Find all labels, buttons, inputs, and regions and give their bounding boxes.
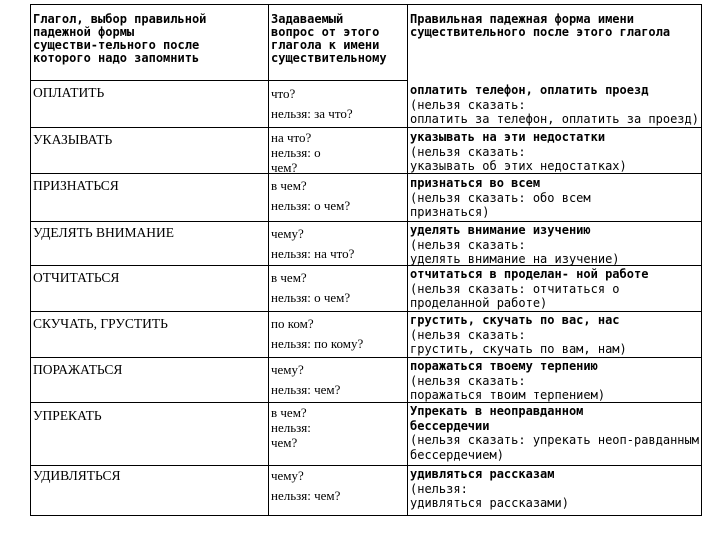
answer-cell [410,404,699,462]
question-text: чему? [271,468,304,483]
question-forbidden: нельзя: за что? [271,106,353,121]
answer-cell [410,359,605,403]
question-cell [271,360,340,400]
table-border-bottom [30,515,702,516]
verb-cell: ОТЧИТАТЬСЯ [33,270,120,285]
answer-forbidden: (нельзя сказать: поражаться твоим терпением) [410,373,606,402]
answer-forbidden: (нельзя сказать: грустить, скучать по вам, нам) [410,327,627,356]
question-forbidden: нельзя: о [271,145,321,160]
verb-cell: СКУЧАТЬ, ГРУСТИТЬ [33,316,168,331]
question-cell [271,314,363,354]
question-cell [271,268,350,308]
verb-cell: УКАЗЫВАТЬ [33,132,113,147]
row-divider [30,465,702,466]
question-text: чему? [271,362,304,377]
answer-forbidden: (нельзя сказать: обо всем признаться) [410,190,591,219]
answer-forbidden: (нельзя сказать: упрекать неоп-равданным бессердечием) [410,433,699,462]
question-forbidden: нельзя: [271,420,311,435]
answer-correct: уделять внимание изучению [410,223,591,237]
question-forbidden: нельзя: о чем? [271,290,351,305]
question-forbidden: нельзя: по кому? [271,336,364,351]
question-cell [271,84,353,124]
question-text: в чем? [271,405,307,420]
verb-cell: ПРИЗНАТЬСЯ [33,178,119,193]
question-cell [271,130,321,175]
question-forbidden-cont: чем? [271,435,298,450]
question-forbidden: нельзя: на что? [271,246,355,261]
answer-correct: отчитаться в проделан- ной работе [410,267,649,281]
answer-forbidden: (нельзя сказать: указывать об этих недостатках) [410,144,627,173]
table-border-right [701,4,702,516]
row-divider [30,80,407,81]
verb-cell: ОПЛАТИТЬ [33,85,105,100]
answer-correct: удивляться рассказам [410,467,555,481]
table-border-top [30,4,702,5]
verb-cell: УДИВЛЯТЬСЯ [33,468,121,483]
header-question: Задаваемый вопрос от этого глагола к имени существительному [271,12,387,65]
row-divider [30,311,702,312]
answer-cell [410,83,699,127]
answer-correct: грустить, скучать по вас, нас [410,313,620,327]
answer-cell [410,467,569,511]
header-correct-form: Правильная падежная форма имени существительного после этого глагола [410,12,671,39]
question-text: что? [271,86,296,101]
question-text: чему? [271,226,304,241]
question-forbidden-cont: чем? [271,160,298,175]
question-cell [271,224,354,264]
question-forbidden: нельзя: о чем? [271,198,351,213]
answer-cell [410,130,627,174]
answer-correct: указывать на эти недостатки [410,130,606,144]
verb-cell: ПОРАЖАТЬСЯ [33,362,123,377]
answer-cell [410,223,620,267]
answer-forbidden: (нельзя сказать: уделять внимание на изучение) [410,237,620,266]
row-divider [30,127,702,128]
answer-correct: Упрекать в неоправданном бессердечии [410,404,584,433]
question-cell [271,466,340,506]
column-divider-2 [407,4,408,516]
answer-cell [410,176,591,220]
verb-cell: УДЕЛЯТЬ ВНИМАНИЕ [33,225,175,240]
row-divider [30,221,702,222]
question-cell [271,176,350,216]
answer-cell [410,267,648,311]
answer-forbidden: (нельзя: удивляться рассказами) [410,481,569,510]
question-forbidden: нельзя: чем? [271,488,341,503]
header-verb: Глагол, выбор правильной падежной формы существи-тельного после которого надо запомнить [33,12,207,65]
verb-cell: УПРЕКАТЬ [33,408,102,423]
question-text: в чем? [271,178,307,193]
answer-forbidden: (нельзя сказать: оплатить за телефон, оплатить за проезд) [410,97,699,126]
question-text: по ком? [271,316,314,331]
answer-forbidden: (нельзя сказать: отчитаться о проделанной работе) [410,281,620,310]
question-cell [271,405,311,450]
question-text: в чем? [271,270,307,285]
row-divider [30,357,702,358]
question-text: на что? [271,130,312,145]
answer-correct: поражаться твоему терпению [410,359,598,373]
answer-correct: оплатить телефон, оплатить проезд [410,83,649,97]
question-forbidden: нельзя: чем? [271,382,341,397]
answer-cell [410,313,627,357]
answer-correct: признаться во всем [410,176,541,190]
